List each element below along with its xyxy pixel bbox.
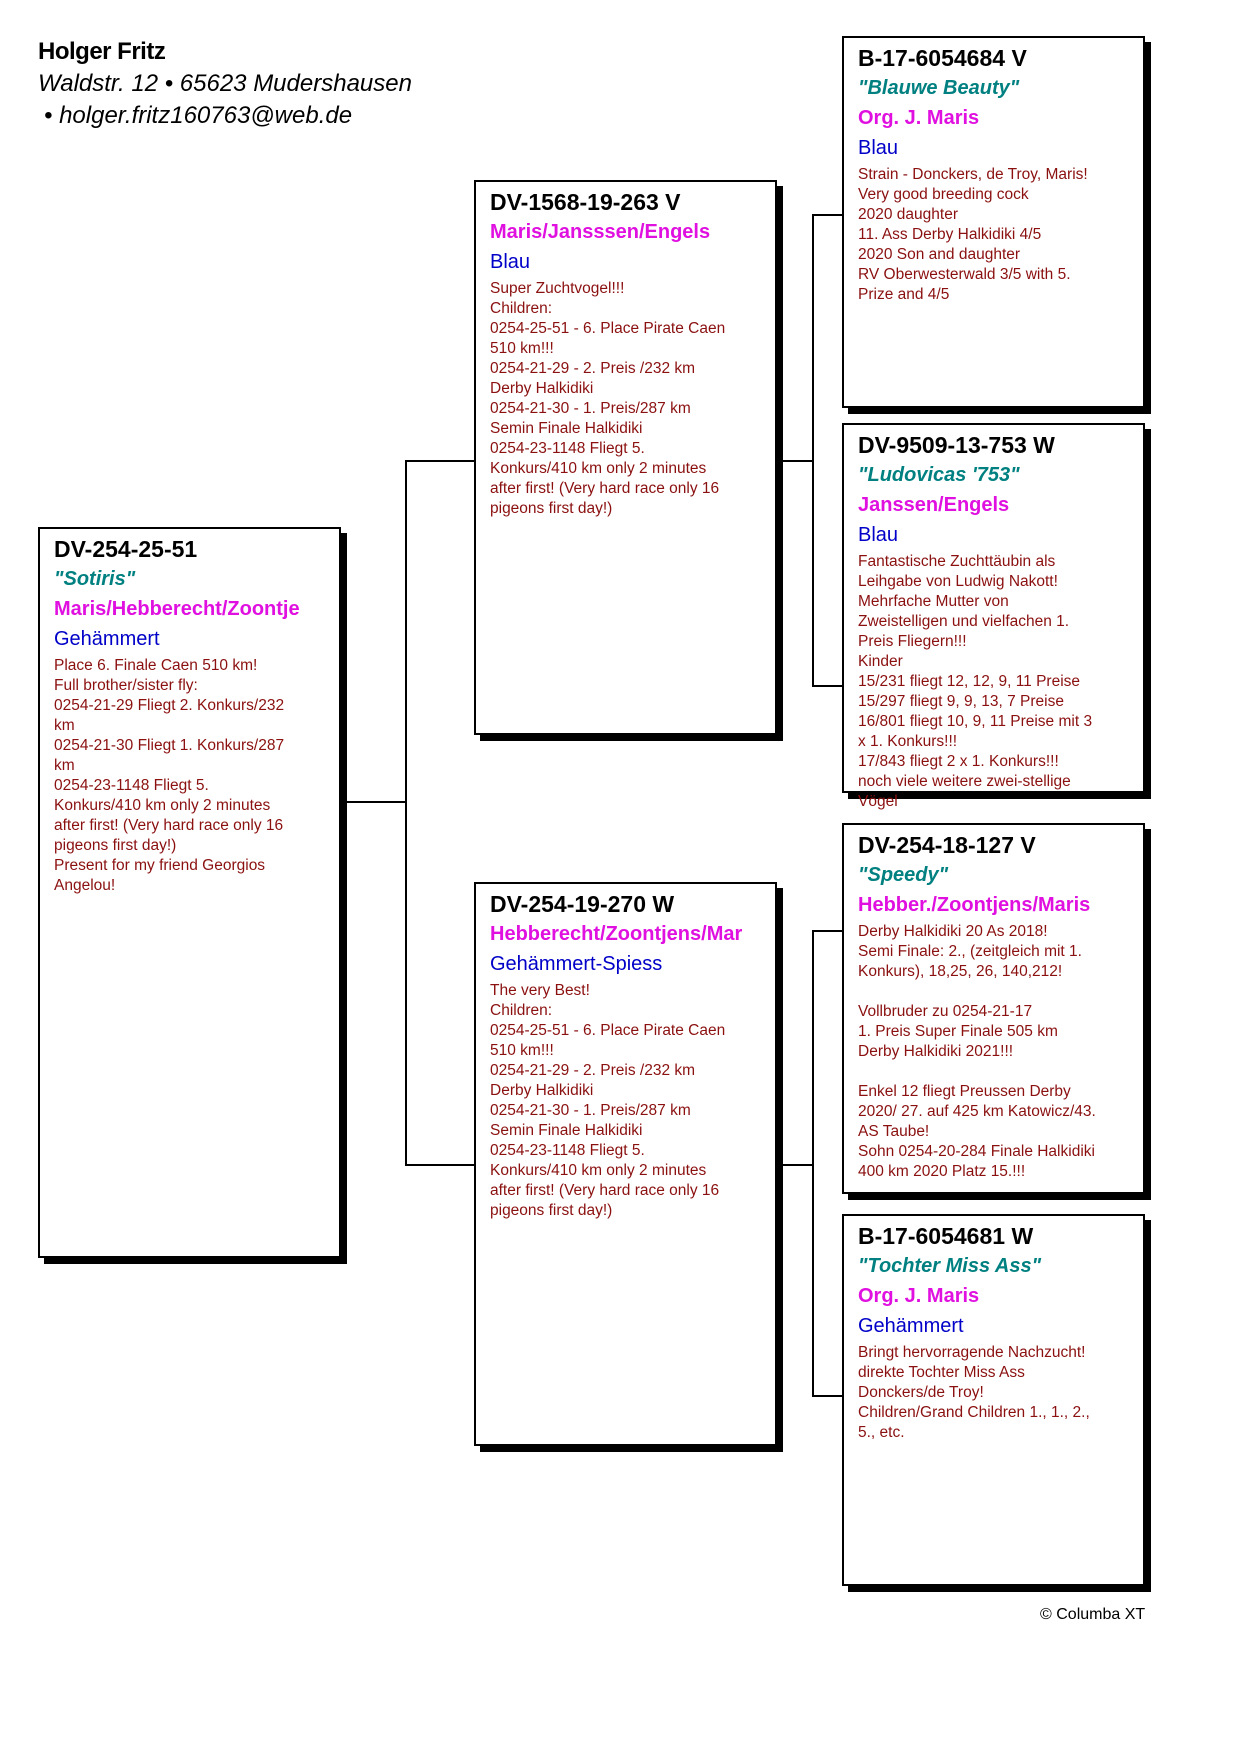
pigeon-name: "Sotiris" — [54, 568, 136, 590]
plumage-color: Blau — [858, 524, 899, 546]
breeder: Hebberecht/Zoontjens/Mar — [490, 923, 743, 945]
ring-number: DV-9509-13-753 W — [858, 432, 1055, 458]
ring-number: DV-254-25-51 — [54, 536, 198, 562]
pigeon-notes: Bringt hervorragende Nachzucht! direkte Tochter Miss Ass Donckers/de Troy! Children/Grand Children 1., 1., 2., 5., etc. — [858, 1344, 1090, 1441]
pigeon-notes: The very Best! Children: 0254-25-51 - 6. Place Pirate Caen 510 km!!! 0254-21-29 - 2. Preis /232 km Derby Halkidiki 0254-21-30 - 1. Preis/287 km Semin Finale Halkidiki 0254-23-1148 Fliegt 5. Konkurs/410 km only 2 minutes after first! (Very hard race only 16 pigeons first day!) — [490, 982, 726, 1219]
pigeon-notes: Strain - Donckers, de Troy, Maris! Very good breeding cock 2020 daughter 11. Ass Derby Halkidiki 4/5 2020 Son and daughter RV Oberwesterwald 3/5 with 5. Prize and 4/5 — [858, 166, 1088, 303]
plumage-color: Gehämmert — [54, 628, 160, 650]
breeder: Janssen/Engels — [858, 494, 1010, 516]
pigeon-name: "Speedy" — [858, 864, 949, 886]
connector-line — [812, 930, 814, 1396]
pigeon-card-maternal-grandfather — [842, 823, 1145, 1194]
connector-line — [812, 1395, 843, 1397]
connector-line — [405, 460, 407, 1165]
breeder: Maris/Jansssen/Engels — [490, 221, 711, 243]
copyright-footer: © Columba XT — [1040, 1606, 1146, 1623]
owner-name: Holger Fritz — [38, 38, 166, 65]
connector-line — [780, 1164, 813, 1166]
pigeon-name: "Blauwe Beauty" — [858, 77, 1020, 99]
pigeon-card-paternal-grandfather — [842, 36, 1145, 408]
pigeon-name: "Tochter Miss Ass" — [858, 1255, 1042, 1277]
pigeon-card-mother — [474, 882, 777, 1446]
pigeon-card-subject — [38, 527, 341, 1258]
pigeon-card-paternal-grandmother — [842, 423, 1145, 810]
pigeon-notes: Derby Halkidiki 20 As 2018! Semi Finale: 2., (zeitgleich mit 1. Konkurs), 18,25, 26, 140,212! Vollbruder zu 0254-21-17 1. Preis Super Finale 505 km Derby Halkidiki 2021!!! Enkel 12 fliegt Preussen Derby 2020/ 27. auf 425 km Katowicz/43. AS Taube! Sohn 0254-20-284 Finale Halkidiki 400 km 2020 Platz 15.!!! — [858, 923, 1096, 1180]
pigeon-notes: Fantastische Zuchttäubin als Leihgabe von Ludwig Nakott! Mehrfache Mutter von Zweistelligen und vielfachen 1. Preis Fliegern!!! Kinder 15/231 fliegt 12, 12, 9, 11 Preise 15/297 fliegt 9, 9, 13, 7 Preise 16/801 fliegt 10, 9, 11 Preise mit 3 x 1. Konkurs!!! 17/843 fliegt 2 x 1. Konkurs!!! noch viele weitere zwei-stellige Vögel — [858, 553, 1093, 810]
ring-number: DV-254-19-270 W — [490, 891, 675, 917]
ring-number: B-17-6054681 W — [858, 1223, 1034, 1249]
connector-line — [812, 930, 843, 932]
pigeon-card-maternal-grandmother — [842, 1214, 1145, 1586]
connector-line — [405, 1164, 475, 1166]
pigeon-notes: Super Zuchtvogel!!! Children: 0254-25-51 - 6. Place Pirate Caen 510 km!!! 0254-21-29 - 2. Preis /232 km Derby Halkidiki 0254-21-30 - 1. Preis/287 km Semin Finale Halkidiki 0254-23-1148 Fliegt 5. Konkurs/410 km only 2 minutes after first! (Very hard race only 16 pigeons first day!) — [490, 280, 726, 517]
pigeon-card-father — [474, 180, 777, 735]
connector-line — [812, 685, 843, 687]
plumage-color: Blau — [490, 251, 531, 273]
connector-line — [812, 214, 843, 216]
connector-line — [405, 460, 475, 462]
plumage-color: Gehämmert-Spiess — [490, 953, 663, 975]
plumage-color: Blau — [858, 137, 899, 159]
pigeon-name: "Ludovicas '753" — [858, 464, 1020, 486]
owner-email: • holger.fritz160763@web.de — [44, 102, 353, 129]
ring-number: B-17-6054684 V — [858, 45, 1027, 71]
breeder: Org. J. Maris — [858, 107, 980, 129]
breeder: Org. J. Maris — [858, 1285, 980, 1307]
pigeon-notes: Place 6. Finale Caen 510 km! Full brother/sister fly: 0254-21-29 Fliegt 2. Konkurs/232 km 0254-21-30 Fliegt 1. Konkurs/287 km 0254-23-1148 Fliegt 5. Konkurs/410 km only 2 minutes after first! (Very hard race only 16 pigeons first day!) Present for my friend Georgios Angelou! — [54, 657, 285, 894]
connector-line — [812, 214, 814, 686]
plumage-color: Gehämmert — [858, 1315, 964, 1337]
ring-number: DV-1568-19-263 V — [490, 189, 681, 215]
breeder: Hebber./Zoontjens/Maris — [858, 894, 1091, 916]
connector-line — [780, 460, 813, 462]
ring-number: DV-254-18-127 V — [858, 832, 1036, 858]
owner-address: Waldstr. 12 • 65623 Mudershausen — [38, 70, 412, 97]
breeder: Maris/Hebberecht/Zoontje — [54, 598, 300, 620]
connector-line — [346, 801, 406, 803]
owner-header — [38, 36, 412, 132]
